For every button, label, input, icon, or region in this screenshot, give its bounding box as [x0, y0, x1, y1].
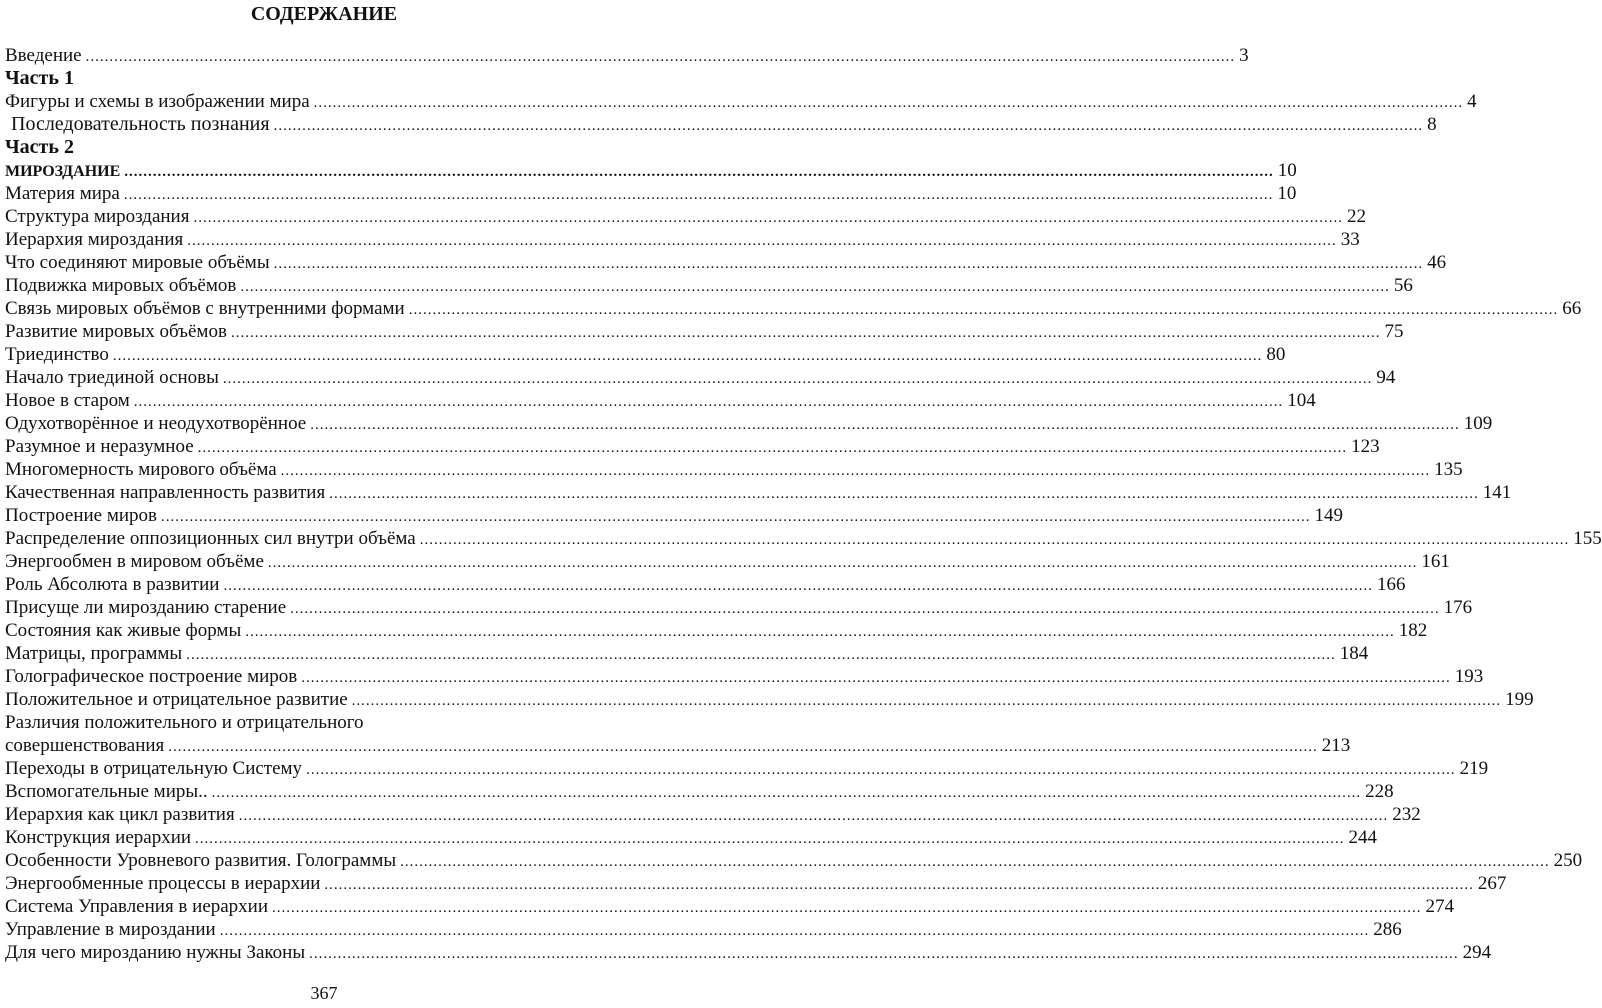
toc-entry-title: Фигуры и схемы в изображении мира [5, 91, 310, 112]
toc-entry-title: Распределение оппозиционных сил внутри объёма [5, 528, 416, 549]
toc-entry-title: МИРОЗДАНИЕ [5, 163, 121, 180]
toc-leader-dots [86, 46, 1236, 69]
toc-entry-title: Управление в мироздании [5, 919, 216, 940]
toc-entry-title: Различия положительного и отрицательного [5, 712, 364, 733]
toc-entry-page: 286 [1373, 919, 1402, 940]
toc-leader-dots [220, 920, 1370, 943]
toc-entry [5, 688, 1534, 711]
toc-entry-page: 161 [1421, 551, 1450, 572]
toc-leader-dots [195, 828, 1345, 851]
toc-entry-page: 166 [1376, 574, 1406, 595]
toc-leader-dots [239, 805, 1389, 828]
toc-entry-page: 80 [1266, 344, 1286, 365]
toc-entry-title: Многомерность мирового объёма [5, 459, 277, 480]
toc-entry [5, 665, 1484, 688]
toc-part-heading [5, 136, 635, 159]
toc-entry-page: 199 [1505, 689, 1534, 710]
toc-entry-page: 22 [1346, 206, 1366, 227]
toc-entry-title: Энергообмен в мировом объёме [5, 551, 264, 572]
toc-entry-page: 182 [1398, 620, 1428, 641]
toc-entry-page: 56 [1393, 275, 1413, 296]
toc-entry-page: 184 [1339, 643, 1369, 664]
toc-entry-title: Структура мироздания [5, 206, 190, 227]
toc-entry-title: Переходы в отрицательную Систему [5, 758, 303, 779]
toc-entry [5, 412, 1493, 435]
toc-leader-dots [187, 230, 1337, 253]
toc-entry [5, 343, 1286, 366]
toc-entry-page: 135 [1434, 459, 1463, 480]
toc-entry-page: 274 [1425, 896, 1455, 917]
toc-entry [5, 826, 1378, 849]
toc-entry-title: Новое в старом [5, 390, 130, 411]
toc-entry-page: 3 [1239, 45, 1249, 66]
toc-entry-page: 66 [1562, 298, 1582, 319]
toc-leader-dots [223, 575, 1373, 598]
toc-entry [5, 734, 1351, 757]
toc-entry-page: 250 [1553, 850, 1583, 871]
toc-entry [5, 803, 1421, 826]
toc-leader-dots [161, 506, 1311, 529]
toc-entry [5, 389, 1316, 412]
toc-entry-title: Особенности Уровневого развития. Голограммы [5, 850, 397, 871]
toc-entry-page: 232 [1392, 804, 1421, 825]
toc-entry-title: Для чего мирозданию нужны Законы [5, 942, 306, 963]
toc-leader-dots [281, 460, 1431, 483]
toc-entry [5, 757, 1489, 780]
toc-leader-dots [212, 782, 1362, 805]
toc-leader-dots [245, 621, 1395, 644]
toc-leader-dots [274, 253, 1424, 276]
toc-entry [5, 550, 1450, 573]
toc-entry [5, 113, 1437, 136]
toc-leader-dots [124, 184, 1274, 207]
toc-entry [5, 251, 1447, 274]
toc-entry-title: Часть 1 [5, 67, 74, 89]
toc-entry [5, 780, 1394, 803]
toc-entry [5, 711, 635, 734]
toc-leader-dots [268, 552, 1418, 575]
toc-leader-dots [223, 368, 1373, 391]
toc-entry [5, 90, 1477, 113]
toc-entry-title: совершенствования [5, 735, 165, 756]
page-title: СОДЕРЖАНИЕ [250, 3, 398, 25]
toc-entry-title: Присуще ли мирозданию старение [5, 597, 287, 618]
toc-leader-dots [124, 161, 1274, 184]
toc-entry [5, 918, 1402, 941]
toc-entry-title: Развитие мировых объёмов [5, 321, 227, 342]
toc-leader-dots [309, 943, 1459, 966]
toc-part-heading [5, 67, 635, 90]
toc-leader-dots [329, 483, 1479, 506]
toc-entry-title: Связь мировых объёмов с внутренними формами [5, 298, 405, 319]
toc-leader-dots [420, 529, 1570, 552]
toc-entry-title: Одухотворённое и неодухотворённое [5, 413, 307, 434]
toc-leader-dots [193, 207, 1343, 230]
toc-entry [5, 849, 1583, 872]
toc-entry [5, 228, 1360, 251]
toc-leader-dots [352, 690, 1502, 713]
toc-entry-page: 8 [1427, 114, 1437, 135]
toc-entry-title: Качественная направленность развития [5, 482, 326, 503]
toc-entry [5, 435, 1380, 458]
toc-leader-dots [274, 115, 1424, 138]
page-number: 367 [310, 983, 338, 1003]
toc-entry-page: 123 [1351, 436, 1380, 457]
toc-entry-title: Иерархия как цикл развития [5, 804, 235, 825]
toc-entry [5, 44, 1249, 67]
toc-leader-dots [409, 299, 1559, 322]
toc-entry-page: 219 [1459, 758, 1489, 779]
toc-entry-page: 94 [1376, 367, 1396, 388]
toc-entry-page: 213 [1321, 735, 1351, 756]
toc-leader-dots [240, 276, 1390, 299]
toc-entry-page: 294 [1462, 942, 1492, 963]
toc-entry-title: Состояния как живые формы [5, 620, 242, 641]
toc-leader-dots [290, 598, 1440, 621]
toc-leader-dots [186, 644, 1336, 667]
toc-entry [5, 297, 1582, 320]
toc-entry [5, 320, 1404, 343]
toc-leader-dots [306, 759, 1456, 782]
toc-entry-page: 141 [1482, 482, 1512, 503]
toc-entry-page: 75 [1384, 321, 1404, 342]
toc-entry-title: Введение [5, 45, 82, 66]
toc-entry-page: 109 [1463, 413, 1493, 434]
toc-entry-title: Матрицы, программы [5, 643, 183, 664]
toc-leader-dots [231, 322, 1381, 345]
toc-entry-title: Роль Абсолюта в развитии [5, 574, 220, 595]
toc-leader-dots [310, 414, 1460, 437]
toc-entry-title: Система Управления в иерархии [5, 896, 269, 917]
toc-entry [5, 458, 1463, 481]
toc-entry-title: Вспомогательные миры.. [5, 781, 208, 802]
toc-entry [5, 872, 1507, 895]
toc-leader-dots [134, 391, 1284, 414]
toc-leader-dots [198, 437, 1348, 460]
toc-entry [5, 366, 1396, 389]
toc-entry [5, 619, 1428, 642]
toc-entry [5, 504, 1344, 527]
toc-leader-dots [168, 736, 1318, 759]
toc-leader-dots [113, 345, 1263, 368]
toc-entry-page: 244 [1348, 827, 1378, 848]
toc-entry [5, 274, 1413, 297]
toc-entry [5, 941, 1492, 964]
toc-entry [5, 205, 1366, 228]
toc-entry-title: Подвижка мировых объёмов [5, 275, 237, 296]
toc-entry-title: Голографическое построение миров [5, 666, 298, 687]
toc-entry-title: Последовательность познания [11, 113, 270, 135]
toc-entry-title: Построение миров [5, 505, 158, 526]
toc-entry-page: 33 [1340, 229, 1360, 250]
toc-entry-title: Триединство [5, 344, 109, 365]
toc-entry-page: 228 [1365, 781, 1394, 802]
toc-entry-title: Материя мира [5, 183, 120, 204]
toc-entry-page: 267 [1477, 873, 1507, 894]
toc-leader-dots [400, 851, 1550, 874]
toc-entry [5, 642, 1369, 665]
toc-entry-title: Энергообменные процессы в иерархии [5, 873, 321, 894]
toc-entry-title: Иерархия мироздания [5, 229, 184, 250]
toc-entry-page: 155 [1573, 528, 1602, 549]
toc-entry-title: Разумное и неразумное [5, 436, 194, 457]
toc-entry-page: 46 [1427, 252, 1447, 273]
toc-leader-dots [324, 874, 1474, 897]
toc-entry-title: Часть 2 [5, 136, 74, 158]
toc-entry-page: 10 [1277, 160, 1297, 181]
toc-entry [5, 596, 1473, 619]
toc-entry-title: Что соединяют мировые объёмы [5, 252, 270, 273]
toc-section-heading [5, 159, 1297, 182]
toc-entry-title: Конструкция иерархии [5, 827, 192, 848]
toc-entry [5, 182, 1297, 205]
toc-leader-dots [301, 667, 1451, 690]
toc-entry-page: 104 [1287, 390, 1316, 411]
toc-entry-title: Начало триединой основы [5, 367, 219, 388]
toc-entry-page: 176 [1443, 597, 1473, 618]
toc-entry-page: 149 [1314, 505, 1344, 526]
toc-leader-dots [272, 897, 1422, 920]
toc-entry [5, 573, 1406, 596]
toc-entry-title: Положительное и отрицательное развитие [5, 689, 348, 710]
toc-entry-page: 10 [1277, 183, 1297, 204]
toc-entry [5, 481, 1512, 504]
toc-entry [5, 527, 1602, 550]
toc-leader-dots [314, 92, 1464, 115]
toc-entry-page: 4 [1467, 91, 1477, 112]
table-of-contents [5, 44, 1602, 964]
toc-entry [5, 895, 1455, 918]
toc-entry-page: 193 [1454, 666, 1484, 687]
